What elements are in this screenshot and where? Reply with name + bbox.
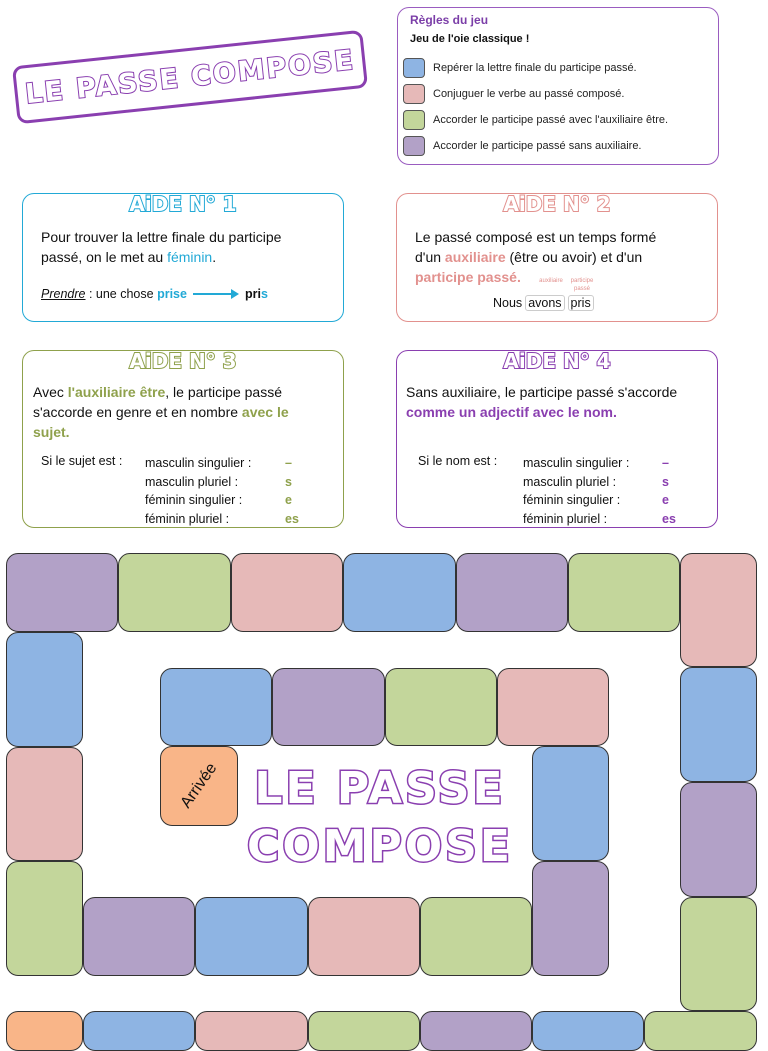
row-label: masculin singulier : (145, 456, 252, 470)
highlight: sujet. (33, 424, 70, 440)
rows-lead: Si le sujet est : (41, 454, 123, 468)
highlight: participe passé. (415, 269, 521, 285)
row-label: féminin pluriel : (145, 511, 230, 526)
help-line: Pour trouver la lettre finale du participe (41, 229, 282, 245)
board-tile-start[interactable] (6, 1011, 83, 1051)
row-label: masculin singulier : (523, 456, 630, 470)
board-tile[interactable] (308, 897, 420, 976)
label-participe: participe passé (570, 278, 594, 292)
rule-text: Accorder le participe passé sans auxiliaire. (433, 140, 642, 152)
rule-text: Accorder le participe passé avec l'auxiliaire être. (433, 114, 669, 126)
board-tile[interactable] (680, 667, 757, 782)
example-feminine: prise (157, 287, 187, 301)
example-aux: avons (525, 295, 564, 311)
rules-heading: Règles du jeu (410, 13, 489, 27)
board-tile[interactable] (644, 1011, 757, 1051)
board-tile[interactable] (83, 1011, 195, 1051)
page-title: LE PASSE COMPOSE (23, 44, 357, 110)
board-tile[interactable] (272, 668, 385, 746)
highlight: l'auxiliaire être (67, 384, 166, 400)
row-value: s (285, 474, 292, 489)
label-auxiliaire: auxiliaire (539, 278, 563, 284)
board-tile[interactable] (680, 553, 757, 667)
highlight: féminin (167, 249, 213, 265)
example-subject: Nous (493, 296, 523, 310)
board-tile[interactable] (497, 668, 609, 746)
help-title: AiDE N° 2 (503, 192, 611, 216)
board-tile[interactable] (532, 861, 609, 976)
text-span: , le participe passé (165, 384, 282, 400)
board-tile[interactable] (568, 553, 680, 632)
board-tile[interactable] (680, 782, 757, 897)
example-letter: s (260, 287, 268, 301)
help-title: AiDE N° 3 (129, 349, 237, 373)
help-line: Sans auxiliaire, le participe passé s'accorde (406, 384, 678, 400)
board-tile[interactable] (6, 632, 83, 747)
board-tile[interactable] (6, 861, 83, 976)
board-tile[interactable] (6, 553, 118, 632)
highlight: avec le (241, 404, 289, 420)
help-title: AiDE N° 4 (503, 349, 611, 373)
board-tile[interactable] (83, 897, 195, 976)
row-value: s (662, 474, 669, 489)
row-value: e (285, 493, 292, 507)
board-tile[interactable] (532, 746, 609, 861)
board-tile[interactable] (308, 1011, 420, 1051)
board-tile[interactable] (6, 747, 83, 861)
example-pp: pris (568, 295, 594, 311)
finish-label: Arrivée (177, 760, 221, 812)
text-span: passé, on le met au (41, 249, 168, 265)
text-span: (être ou avoir) et d'un (505, 249, 643, 265)
board-tile[interactable] (343, 553, 456, 632)
row-label: masculin pluriel : (145, 474, 239, 489)
board-tile[interactable] (231, 553, 343, 632)
help-line: Le passé composé est un temps formé (415, 229, 657, 245)
row-value: – (662, 456, 669, 470)
highlight: comme un adjectif avec le nom. (406, 404, 617, 420)
row-value: es (285, 511, 299, 526)
rows-lead: Si le nom est : (418, 454, 498, 468)
board-tile[interactable] (118, 553, 231, 632)
text-span: d'un (415, 249, 445, 265)
board-center-title (225, 760, 535, 876)
text-span: Avec (33, 384, 68, 400)
board-tile[interactable] (385, 668, 497, 746)
row-label: masculin pluriel : (523, 474, 617, 489)
board-tile[interactable] (420, 897, 532, 976)
board-tile[interactable] (195, 897, 308, 976)
rule-text: Repérer la lettre finale du participe passé. (433, 62, 637, 74)
row-value: es (662, 511, 676, 526)
board-tile[interactable] (420, 1011, 532, 1051)
text-span: : une chose (85, 287, 158, 301)
example-verb: Prendre (41, 287, 86, 301)
board-title-line: COMPOSE (247, 821, 513, 872)
row-label: féminin singulier : (145, 493, 243, 507)
help-title: AiDE N° 1 (129, 192, 237, 216)
board-tile[interactable] (195, 1011, 308, 1051)
row-value: e (662, 493, 669, 507)
text-span: . (212, 249, 217, 265)
board-tile[interactable] (456, 553, 568, 632)
row-label: féminin singulier : (523, 493, 621, 507)
text-span: s'accorde en genre et en nombre (33, 404, 242, 420)
rule-text: Conjuguer le verbe au passé composé. (433, 88, 625, 100)
board-title-line: LE PASSE (254, 763, 506, 814)
row-label: féminin pluriel : (523, 511, 608, 526)
board-tile[interactable] (532, 1011, 644, 1051)
rules-subheading: Jeu de l'oie classique ! (410, 33, 530, 45)
row-value: – (285, 456, 292, 470)
example-result: pri (244, 287, 261, 301)
board-tile[interactable] (160, 668, 272, 746)
board-tile[interactable] (680, 897, 757, 1011)
highlight: auxiliaire (444, 249, 506, 265)
